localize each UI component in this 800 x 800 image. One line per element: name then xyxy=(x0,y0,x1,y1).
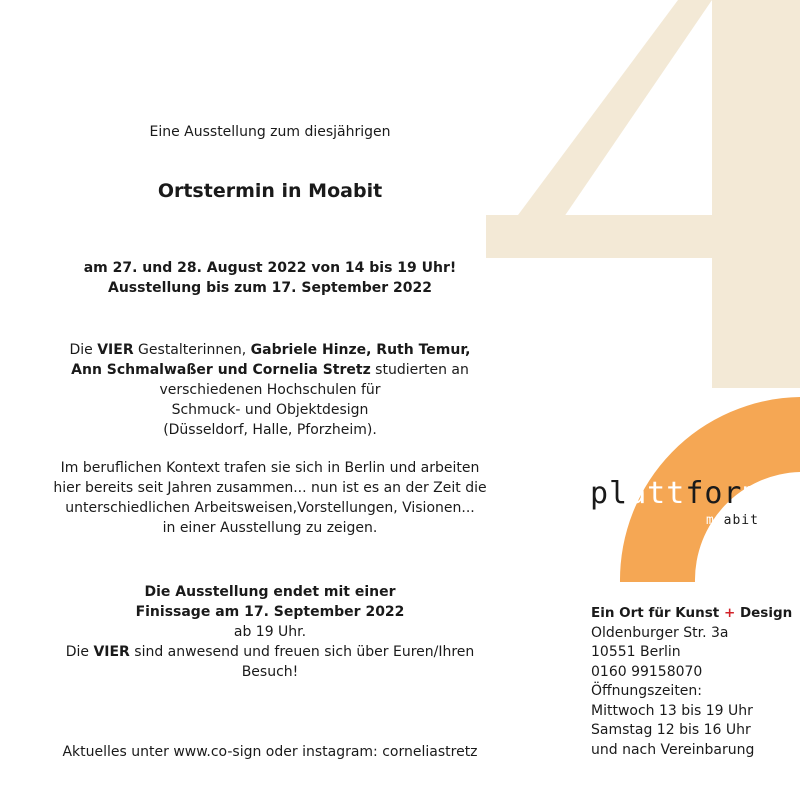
artist-names: Gabriele Hinze, Ruth Temur, xyxy=(250,342,471,358)
artist-names: Ann Schmalwaßer und Cornelia Stretz xyxy=(71,362,371,378)
venue-info xyxy=(591,604,796,760)
opening-hours-2: Samstag 12 bis 16 Uhr xyxy=(591,722,751,738)
venue-street: Oldenburger Str. 3a xyxy=(591,624,729,641)
exhibition-title: Ortstermin in Moabit xyxy=(157,180,383,202)
dates-line-2: Ausstellung bis zum 17. September 2022 xyxy=(108,280,432,296)
vier-emphasis: VIER xyxy=(93,644,130,660)
context-paragraph: Im beruflichen Kontext trafen sie sich in Berlin und arbeiten hier bereits seit Jahren zusammen... nun ist es an der Zeit die unterschiedlichen Arbeitsweisen,Vorstellungen, Visionen... in einer Ausstellung zu zeigen. xyxy=(53,460,487,536)
dates-block xyxy=(20,258,520,298)
intro-text: Eine Ausstellung zum diesjährigen xyxy=(149,124,391,140)
opening-hours-1: Mittwoch 13 bis 19 Uhr xyxy=(591,702,753,719)
artists-paragraph: Die VIER Gestalterinnen, Gabriele Hinze, Ruth Temur, Ann Schmalwaßer und Cornelia Stretz studierten an verschiedenen Hochschulen für Schmuck- und Objektdesign (Düsseldorf, Halle, Pforzheim). xyxy=(69,342,471,438)
footer-link-text: Aktuelles unter www.co-sign oder instagram: corneliastretz xyxy=(62,744,478,760)
opening-hours-3: und nach Vereinbarung xyxy=(591,741,755,758)
moabit-logo-subtitle: moabit xyxy=(706,513,759,528)
finissage-paragraph: Die Ausstellung endet mit einer Finissage am 17. September 2022 ab 19 Uhr. Die VIER sind anwesend und freuen sich über Euren/Ihren Besuch! xyxy=(65,584,475,680)
venue-city: 10551 Berlin xyxy=(591,644,681,660)
vier-emphasis: VIER xyxy=(97,342,134,358)
dates-line-1: am 27. und 28. August 2022 von 14 bis 19 Uhr! xyxy=(83,260,457,276)
plattform-logo: plattform xyxy=(590,476,762,511)
opening-hours-label: Öffnungszeiten: xyxy=(591,683,703,699)
venue-phone: 0160 99158070 xyxy=(591,663,703,680)
venue-tagline: Ein Ort für Kunst + Design xyxy=(591,605,793,621)
